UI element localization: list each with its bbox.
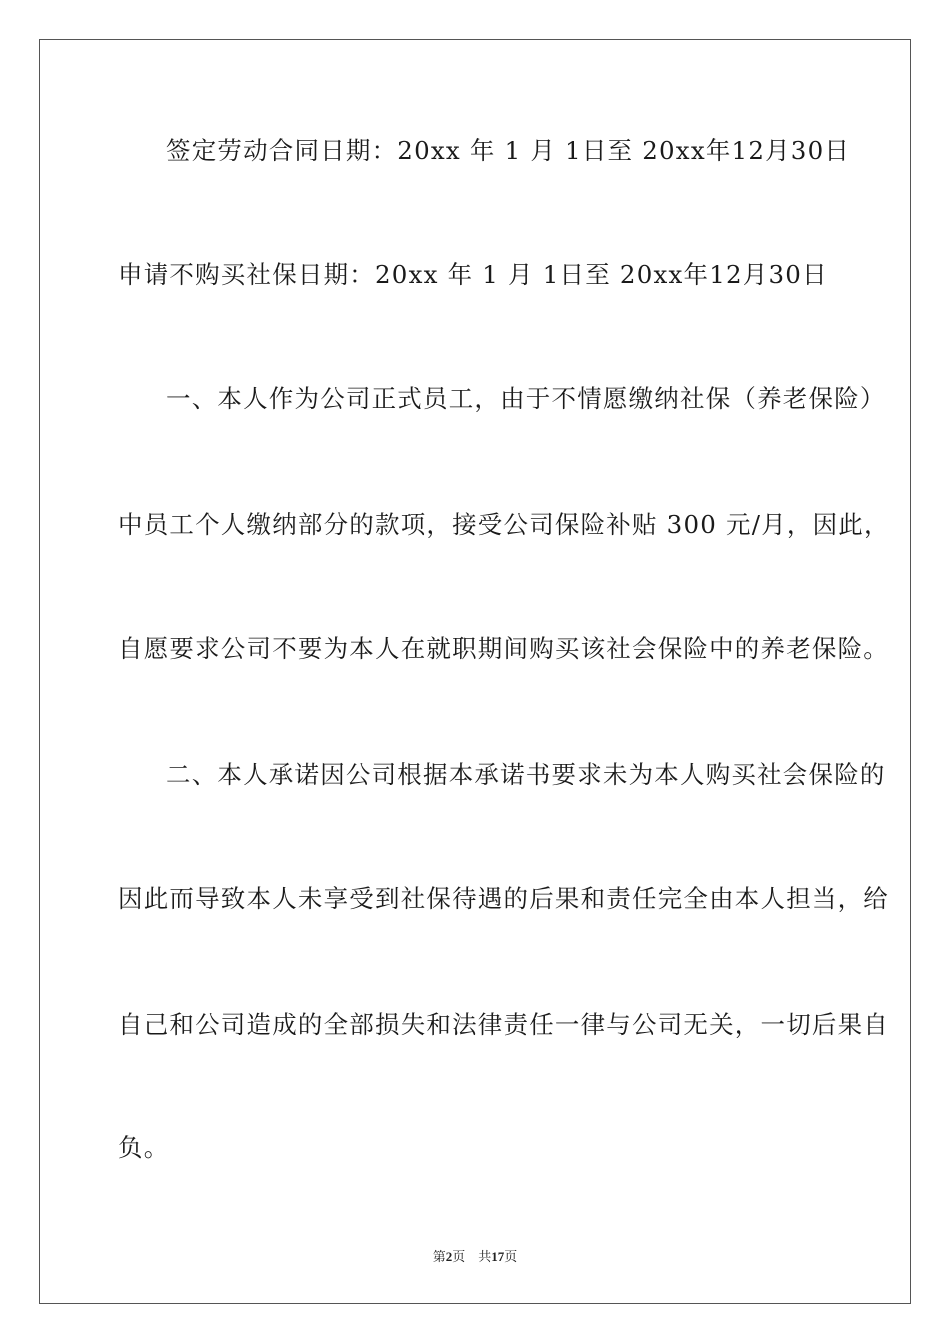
total-pages: 17 [491,1249,505,1264]
total-prefix: 共 [478,1249,492,1264]
clause-one-line-2: 中员工个人缴纳部分的款项，接受公司保险补贴 300 元/月，因此， [118,510,890,539]
no-insurance-date-line: 申请不购买社保日期：20xx 年 1 月 1日至 20xx年12月30日 [118,260,828,289]
page-footer [0,1248,950,1266]
page-prefix: 第 [432,1249,446,1264]
clause-two-line-3: 自己和公司造成的全部损失和法律责任一律与公司无关，一切后果自 [118,1010,889,1039]
clause-two-line-4: 负。 [118,1133,170,1162]
total-suffix: 页 [504,1249,518,1264]
contract-date-line: 签定劳动合同日期：20xx 年 1 月 1日至 20xx年12月30日 [166,136,851,165]
clause-two-line-2: 因此而导致本人未享受到社保待遇的后果和责任完全由本人担当，给 [118,884,889,913]
page-border [39,39,911,1304]
clause-one-line-1: 一、本人作为公司正式员工，由于不情愿缴纳社保（养老保险） [166,384,886,413]
page-number: 2 [445,1249,453,1264]
clause-two-line-1: 二、本人承诺因公司根据本承诺书要求未为本人购买社会保险的 [166,760,886,789]
clause-one-line-3: 自愿要求公司不要为本人在就职期间购买该社会保险中的养老保险。 [118,634,889,663]
page-suffix: 页 [452,1249,466,1264]
